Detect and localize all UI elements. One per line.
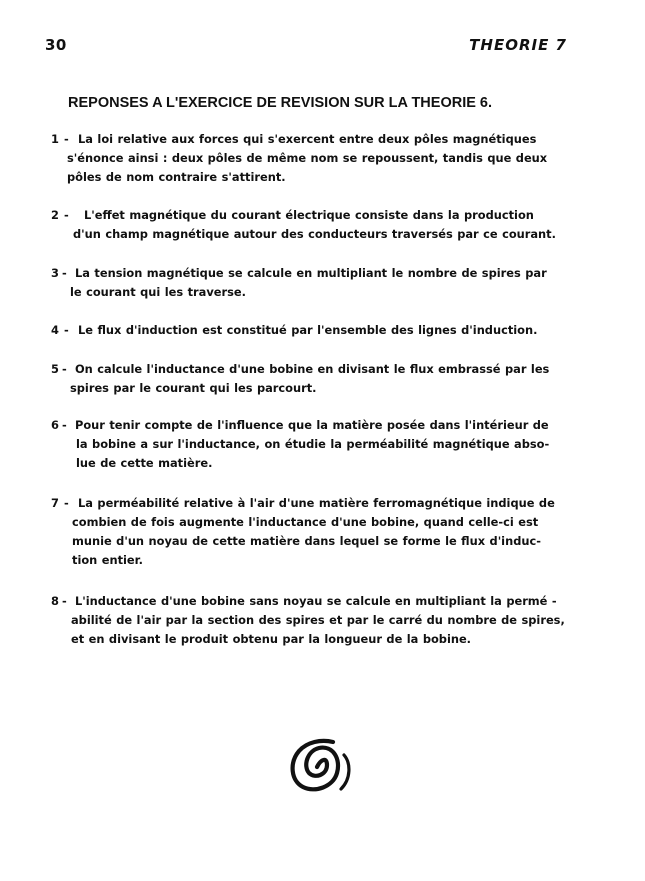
answer-line: On calcule l'inductance d'une bobine en divisant le flux embrassé par les bbox=[75, 362, 550, 376]
answer-item-7 bbox=[51, 494, 555, 570]
answer-item-6 bbox=[51, 416, 549, 473]
answer-number: 5 bbox=[51, 362, 59, 376]
answer-number: 7 bbox=[51, 496, 59, 510]
answer-number: 4 bbox=[51, 323, 59, 337]
answer-number: 3 bbox=[51, 266, 59, 280]
answer-item-3 bbox=[51, 264, 547, 302]
answer-item-5 bbox=[51, 360, 549, 398]
answer-line: La perméabilité relative à l'air d'une matière ferromagnétique indique de bbox=[78, 496, 555, 510]
answer-line: L'effet magnétique du courant électrique consiste dans la production bbox=[84, 208, 534, 222]
answer-dash: - bbox=[64, 496, 69, 510]
answer-number: 6 bbox=[51, 418, 59, 432]
answer-line: le courant qui les traverse. bbox=[70, 285, 246, 299]
answer-dash: - bbox=[64, 208, 69, 222]
running-head: THEORIE 7 bbox=[469, 36, 567, 54]
answer-line: tion entier. bbox=[72, 553, 143, 567]
answer-item-2 bbox=[51, 206, 556, 244]
page-title: REPONSES A L'EXERCICE DE REVISION SUR LA THEORIE 6. bbox=[68, 95, 493, 111]
answer-dash: - bbox=[64, 132, 69, 146]
answer-item-4 bbox=[51, 321, 537, 340]
answer-dash: - bbox=[62, 418, 67, 432]
answer-number: 1 bbox=[51, 132, 59, 146]
answer-line: lue de cette matière. bbox=[76, 456, 213, 470]
answer-item-1 bbox=[51, 130, 547, 187]
answer-line: combien de fois augmente l'inductance d'une bobine, quand celle-ci est bbox=[72, 515, 539, 529]
answer-line: d'un champ magnétique autour des conducteurs traversés par ce courant. bbox=[73, 227, 556, 241]
answer-line: la bobine a sur l'inductance, on étudie la perméabilité magnétique abso- bbox=[76, 437, 550, 451]
answer-number: 8 bbox=[51, 594, 59, 608]
answer-dash: - bbox=[62, 266, 67, 280]
spiral-icon bbox=[281, 737, 363, 799]
answer-line: Le flux d'induction est constitué par l'ensemble des lignes d'induction. bbox=[78, 323, 538, 337]
answer-line: abilité de l'air par la section des spires et par le carré du nombre de spires, bbox=[71, 613, 565, 627]
answer-line: pôles de nom contraire s'attirent. bbox=[67, 170, 286, 184]
answer-line: La tension magnétique se calcule en multipliant le nombre de spires par bbox=[75, 266, 547, 280]
answer-line: et en divisant le produit obtenu par la longueur de la bobine. bbox=[71, 632, 472, 646]
answer-line: Pour tenir compte de l'influence que la matière posée dans l'intérieur de bbox=[75, 418, 549, 432]
page-number: 30 bbox=[45, 36, 67, 54]
answer-dash: - bbox=[62, 362, 67, 376]
answer-number: 2 bbox=[51, 208, 59, 222]
answer-line: L'inductance d'une bobine sans noyau se calcule en multipliant la permé - bbox=[75, 594, 557, 608]
answer-dash: - bbox=[62, 594, 67, 608]
answer-line: s'énonce ainsi : deux pôles de même nom se repoussent, tandis que deux bbox=[67, 151, 548, 165]
answer-line: spires par le courant qui les parcourt. bbox=[70, 381, 317, 395]
answer-line: La loi relative aux forces qui s'exercent entre deux pôles magnétiques bbox=[78, 132, 537, 146]
answer-line: munie d'un noyau de cette matière dans lequel se forme le flux d'induc- bbox=[72, 534, 541, 548]
answer-dash: - bbox=[64, 323, 69, 337]
answer-item-8 bbox=[51, 592, 565, 649]
